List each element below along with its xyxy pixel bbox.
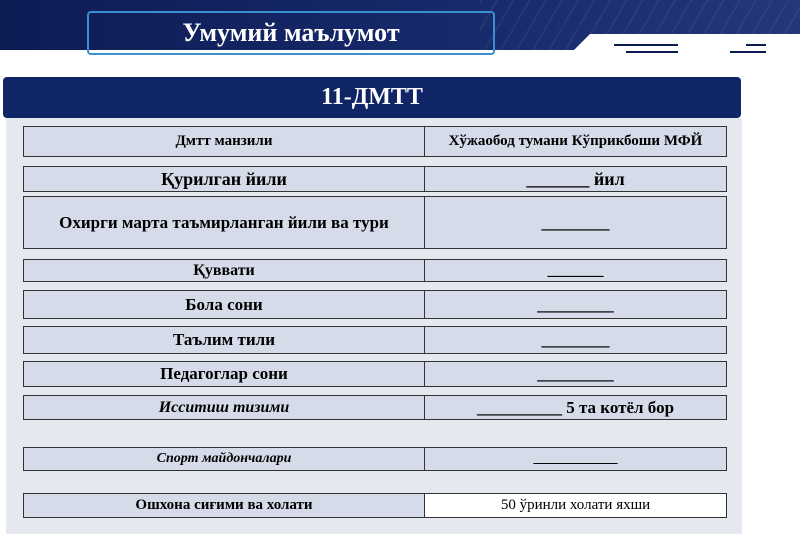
section-banner: 11-ДМТТ (3, 77, 741, 118)
row-label: Спорт майдончалари (23, 447, 425, 471)
row-value: Хўжаобод тумани Кўприкбоши МФЙ (425, 126, 727, 157)
row-value: __________ 5 та котёл бор (425, 395, 727, 420)
table-row (23, 126, 727, 157)
row-value: ________ (425, 196, 727, 249)
decorative-line (730, 51, 766, 53)
row-value: 50 ўринли холати яхши (425, 493, 727, 518)
row-label: Бола сони (23, 290, 425, 319)
row-label: Охирги марта таъмирланган йили ва тури (23, 196, 425, 249)
table-row (23, 166, 727, 192)
row-value: _________ (425, 290, 727, 319)
decorative-line (614, 44, 678, 46)
row-label: Дмтт манзили (23, 126, 425, 157)
table-row (23, 196, 727, 249)
table-row (23, 259, 727, 282)
row-value: ____________ (425, 447, 727, 471)
row-label: Таълим тили (23, 326, 425, 354)
page-title: Умумий маълумот (87, 11, 495, 55)
row-value: _______ йил (425, 166, 727, 192)
table-row (23, 361, 727, 387)
table-row (23, 395, 727, 420)
decorative-line (746, 44, 766, 46)
header-corner-shape (570, 34, 800, 50)
row-value: _______ (425, 259, 727, 282)
table-row (23, 326, 727, 354)
table-row (23, 290, 727, 319)
row-value: _________ (425, 361, 727, 387)
row-label: Қуввати (23, 259, 425, 282)
row-value: ________ (425, 326, 727, 354)
decorative-line (626, 51, 678, 53)
table-row (23, 493, 727, 518)
table-row (23, 447, 727, 471)
row-label: Исситиш тизими (23, 395, 425, 420)
row-label: Ошхона сиғими ва холати (23, 493, 425, 518)
row-label: Қурилган йили (23, 166, 425, 192)
row-label: Педагоглар сони (23, 361, 425, 387)
